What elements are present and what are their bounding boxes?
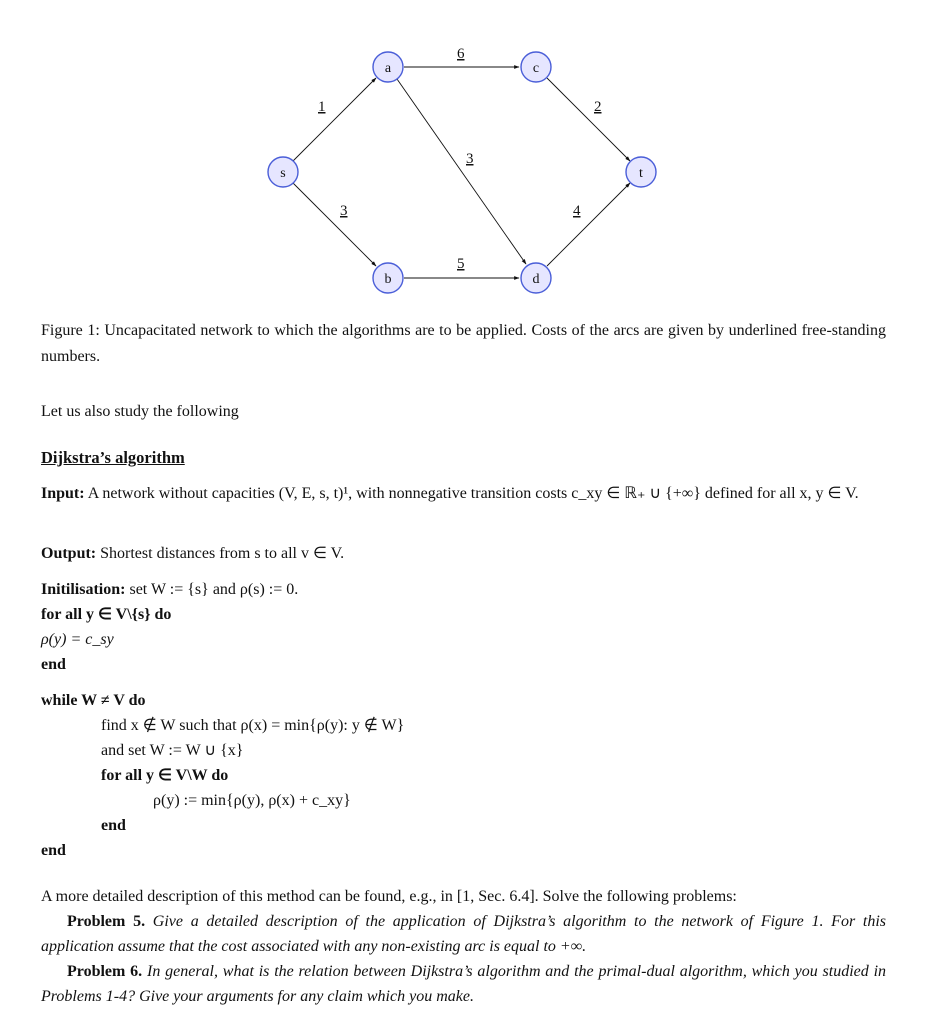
for-loop-2: for all y ∈ V\W do <box>101 767 229 784</box>
intro-text: Let us also study the following <box>41 403 239 420</box>
svg-text:d: d <box>532 272 540 287</box>
input-text: A network without capacities (V, E, s, t)¹, with nonnegative transition costs c_xy ∈ ℝ₊ ∪ {+∞} defined for all x, y ∈ V. <box>87 485 859 502</box>
svg-text:t: t <box>639 166 643 181</box>
for-loop-2-body: ρ(y) := min{ρ(y), ρ(x) + c_xy} <box>153 792 351 809</box>
algorithm-title: Dijkstra’s algorithm <box>41 448 185 467</box>
algorithm-output <box>41 541 344 567</box>
for-loop-1-body: ρ(y) = c_sy <box>41 631 114 648</box>
problem-6-label: Problem 6. <box>67 963 143 980</box>
set-step: and set W := W ∪ {x} <box>101 742 244 759</box>
node-b <box>373 263 403 293</box>
problem-6-text: In general, what is the relation between Dijkstra’s algorithm and the primal-dual algorithm, which you studied in Problems 1-4? Give your arguments for any claim which you make. <box>41 963 887 1005</box>
edge-a-d <box>397 79 526 264</box>
find-step: find x ∉ W such that ρ(x) = min{ρ(y): y ∉ W} <box>101 717 405 734</box>
network-figure <box>0 0 938 310</box>
edge-c-t <box>547 78 630 161</box>
node-a <box>373 52 403 82</box>
svg-text:c: c <box>532 61 540 76</box>
problem-5 <box>41 909 886 959</box>
cost-label-s-a: 1 <box>318 99 326 115</box>
end-1: end <box>41 656 66 673</box>
problem-5-text: Give a detailed description of the application of Dijkstra’s algorithm to the network of Figure 1. For this application assume that the cost associated with any non-existing arc is equal to +∞. <box>41 913 887 955</box>
algorithm-init <box>41 577 298 603</box>
problem-6 <box>41 959 886 1009</box>
figure-caption: Figure 1: Uncapacitated network to which the algorithms are to be applied. Costs of the arcs are given by underlined free-standing numbers. <box>41 322 886 365</box>
cost-label-a-d: 3 <box>466 151 474 167</box>
while-loop: while W ≠ V do <box>41 692 146 709</box>
for-loop-1: for all y ∈ V\{s} do <box>41 606 172 623</box>
cost-label-s-b: 3 <box>340 203 348 219</box>
edge-s-b <box>293 183 376 266</box>
cost-label-a-c: 6 <box>457 46 465 62</box>
output-text: Shortest distances from s to all v ∈ V. <box>100 545 345 562</box>
node-t <box>626 157 656 187</box>
edge-d-t <box>547 183 630 266</box>
end-2: end <box>101 817 126 834</box>
node-d <box>521 263 551 293</box>
init-text: set W := {s} and ρ(s) := 0. <box>129 581 299 598</box>
init-label: Initilisation: <box>41 581 126 598</box>
node-s <box>268 157 298 187</box>
cost-label-c-t: 2 <box>594 99 602 115</box>
algorithm-input <box>41 481 886 507</box>
input-label: Input: <box>41 485 85 502</box>
problem-5-label: Problem 5. <box>67 913 146 930</box>
edge-s-a <box>293 78 376 161</box>
cost-label-b-d: 5 <box>457 256 465 272</box>
svg-text:s: s <box>280 166 286 181</box>
node-c <box>521 52 551 82</box>
reference-text: A more detailed description of this method can be found, e.g., in [1, Sec. 6.4]. Solve the following problems: <box>41 888 737 905</box>
output-label: Output: <box>41 545 97 562</box>
svg-text:a: a <box>384 61 392 76</box>
cost-label-d-t: 4 <box>573 203 581 219</box>
end-3: end <box>41 842 66 859</box>
svg-text:b: b <box>384 272 392 287</box>
